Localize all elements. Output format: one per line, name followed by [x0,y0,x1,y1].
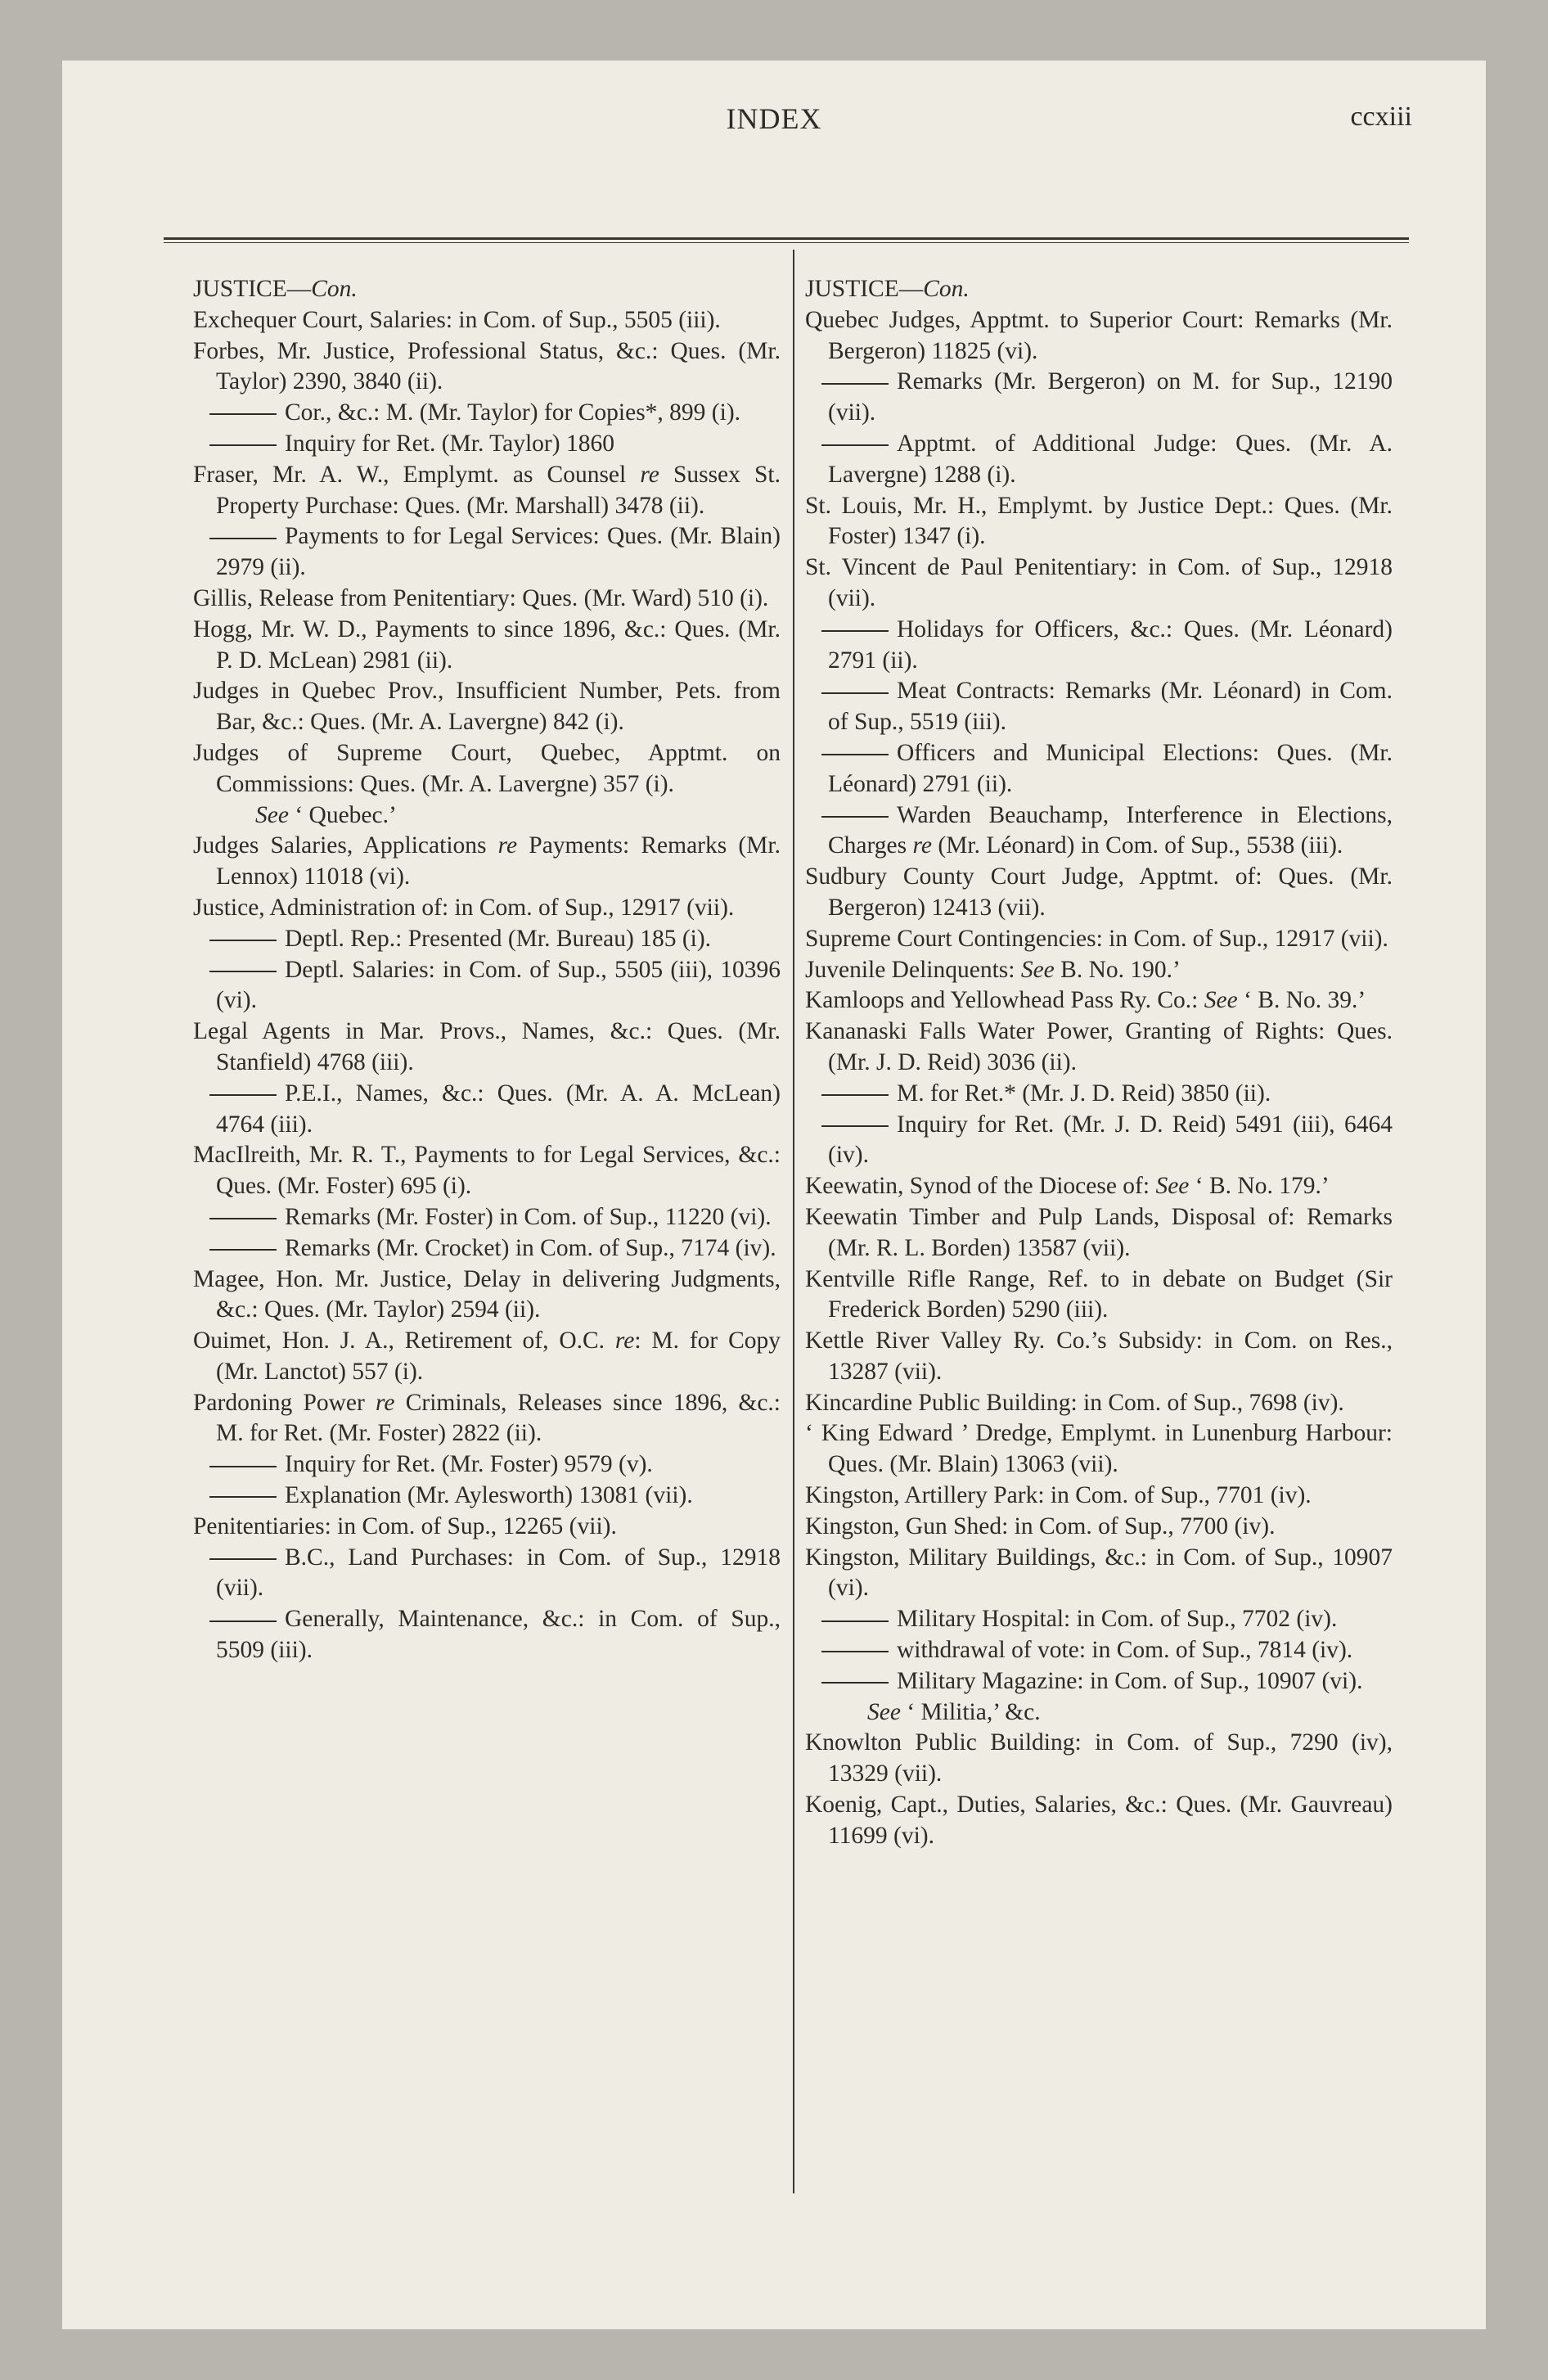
entry-text: P.E.I., Names, &c.: Ques. (Mr. A. A. McLean) 4764 (iii). [216,1080,781,1138]
index-entry [193,893,781,924]
entry-text: Deptl. Salaries: in Com. of Sup., 5505 (iii), 10396 (vi). [216,956,781,1014]
index-subentry [805,1110,1393,1172]
index-subentry [193,1481,781,1512]
index-entry [193,738,781,800]
index-subentry [805,1604,1393,1635]
index-entry [193,584,781,615]
entry-text: Kingston, Artillery Park: in Com. of Sup., 7701 (iv). [805,1482,1312,1509]
index-subentry [193,1449,781,1481]
entry-text: Judges in Quebec Prov., Insufficient Number, Pets. from Bar, &c.: Ques. (Mr. A. Lavergne) 842 (i). [193,678,781,736]
index-entry [805,1326,1393,1388]
entry-text: MacIlreith, Mr. R. T., Payments to for Legal Services, &c.: Ques. (Mr. Foster) 695 (i). [193,1142,781,1200]
index-subentry [193,924,781,955]
ditto-dash [821,816,889,818]
column-divider [793,250,794,2193]
index-entry [805,552,1393,615]
index-subentry [805,738,1393,800]
entry-text: See ‘ Militia,’ &c. [867,1698,1041,1725]
index-subentry [805,800,1393,863]
index-entry [193,831,781,893]
entry-text: See ‘ Quebec.’ [255,801,397,828]
entry-text: Keewatin Timber and Pulp Lands, Disposal of: Remarks (Mr. R. L. Borden) 13587 (vii). [805,1203,1393,1261]
index-subentry [805,615,1393,677]
ditto-dash [209,1249,277,1251]
entry-text: Sudbury County Court Judge, Apptmt. of: Ques. (Mr. Bergeron) 12413 (vii). [805,863,1393,921]
index-entry [805,1202,1393,1264]
index-subentry [805,429,1393,491]
index-entry [193,676,781,738]
index-entry [805,1264,1393,1327]
header-rule [164,237,1409,240]
ditto-dash [821,630,889,632]
entry-text: Kettle River Valley Ry. Co.’s Subsidy: in Com. on Res., 13287 (vii). [805,1327,1393,1385]
right-column [805,274,1393,1852]
index-entry [805,491,1393,553]
ditto-dash [209,1094,277,1096]
entry-text: Kincardine Public Building: in Com. of Sup., 7698 (iv). [805,1389,1344,1416]
ditto-dash [209,413,277,415]
see-reference [805,1697,1393,1729]
section-heading [805,274,1393,305]
entry-text: Military Hospital: in Com. of Sup., 7702 (iv). [897,1606,1338,1633]
entry-text: Knowlton Public Building: in Com. of Sup., 7290 (iv), 13329 (vii). [805,1729,1393,1787]
index-entry [193,1512,781,1543]
entry-text: Kamloops and Yellowhead Pass Ry. Co.: See ‘ B. No. 39.’ [805,987,1366,1014]
left-column [193,274,781,1666]
ditto-dash [209,538,277,539]
entry-text: JUSTICE—Con. [193,276,358,302]
see-reference [193,800,781,832]
ditto-dash [209,444,277,446]
entry-text: Kananaski Falls Water Power, Granting of Rights: Ques. (Mr. J. D. Reid) 3036 (ii). [805,1018,1393,1075]
entry-text: Quebec Judges, Apptmt. to Superior Court: Remarks (Mr. Bergeron) 11825 (vi). [805,306,1393,364]
index-subentry [193,1233,781,1264]
index-entry [805,1418,1393,1481]
index-entry [805,924,1393,955]
entry-text: Judges of Supreme Court, Quebec, Apptmt. on Commissions: Ques. (Mr. A. Lavergne) 357 (i). [193,739,781,797]
entry-text: Inquiry for Ret. (Mr. J. D. Reid) 5491 (iii), 6464 (iv). [828,1111,1393,1169]
entry-text: Magee, Hon. Mr. Justice, Delay in delivering Judgments, &c.: Ques. (Mr. Taylor) 2594 (ii). [193,1265,781,1323]
entry-text: Ouimet, Hon. J. A., Retirement of, O.C. re: M. for Copy (Mr. Lanctot) 557 (i). [193,1327,781,1385]
index-entry [805,1388,1393,1419]
header-rule-thin [164,242,1409,243]
entry-text: Penitentiaries: in Com. of Sup., 12265 (vii). [193,1512,617,1539]
entry-text: Officers and Municipal Elections: Ques. (Mr. Léonard) 2791 (ii). [828,739,1393,797]
ditto-dash [821,383,889,385]
page-number: ccxiii [1350,101,1412,132]
entry-text: Gillis, Release from Penitentiary: Ques. (Mr. Ward) 510 (i). [193,584,769,611]
entry-text: Kingston, Gun Shed: in Com. of Sup., 7700 (iv). [805,1512,1276,1539]
entry-text: Fraser, Mr. A. W., Emplymt. as Counsel re Sussex St. Property Purchase: Ques. (Mr. Marshall) 3478 (ii). [193,461,781,519]
index-entry [805,1016,1393,1079]
entry-text: Military Magazine: in Com. of Sup., 10907 (vi). [897,1667,1363,1694]
entry-text: Juvenile Delinquents: See B. No. 190.’ [805,956,1181,983]
entry-text: Remarks (Mr. Foster) in Com. of Sup., 11220 (vi). [285,1203,772,1230]
index-subentry [193,1543,781,1605]
ditto-dash [209,1218,277,1219]
entry-text: Supreme Court Contingencies: in Com. of Sup., 12917 (vii). [805,925,1388,952]
entry-text: Keewatin, Synod of the Diocese of: See ‘ B. No. 179.’ [805,1173,1330,1200]
entry-text: Judges Salaries, Applications re Payments: Remarks (Mr. Lennox) 11018 (vi). [193,832,781,890]
entry-text: Hogg, Mr. W. D., Payments to since 1896, &c.: Ques. (Mr. P. D. McLean) 2981 (ii). [193,615,781,674]
entry-text: Remarks (Mr. Crocket) in Com. of Sup., 7174 (iv). [285,1234,776,1261]
ditto-dash [821,1620,889,1622]
ditto-dash [821,692,889,694]
entry-text: Apptmt. of Additional Judge: Ques. (Mr. A. Lavergne) 1288 (i). [828,430,1393,488]
ditto-dash [209,1496,277,1498]
index-subentry [193,1079,781,1141]
ditto-dash [209,1558,277,1560]
entry-text: JUSTICE—Con. [805,276,970,302]
ditto-dash [209,940,277,941]
entry-text: Generally, Maintenance, &c.: in Com. of Sup., 5509 (iii). [216,1606,781,1664]
index-entry [193,615,781,677]
entry-text: B.C., Land Purchases: in Com. of Sup., 12918 (vii). [216,1544,781,1602]
index-subentry [193,398,781,429]
index-entry [193,1140,781,1202]
index-entry [193,1016,781,1079]
entry-text: Exchequer Court, Salaries: in Com. of Sup., 5505 (iii). [193,306,721,333]
index-entry [805,1728,1393,1790]
index-subentry [805,1079,1393,1110]
entry-text: Cor., &c.: M. (Mr. Taylor) for Copies*, 899 (i). [285,399,741,426]
index-subentry [805,367,1393,429]
index-subentry [193,955,781,1017]
ditto-dash [821,754,889,755]
index-entry [193,1388,781,1450]
entry-text: Inquiry for Ret. (Mr. Foster) 9579 (v). [285,1451,653,1478]
entry-text: Holidays for Officers, &c.: Ques. (Mr. Léonard) 2791 (ii). [828,615,1393,674]
index-entry [805,1512,1393,1543]
entry-text: Inquiry for Ret. (Mr. Taylor) 1860 [285,430,614,457]
entry-text: ‘ King Edward ’ Dredge, Emplymt. in Lunenburg Harbour: Ques. (Mr. Blain) 13063 (vii). [805,1420,1393,1478]
index-entry [805,862,1393,924]
ditto-dash [821,1651,889,1652]
ditto-dash [209,971,277,972]
index-subentry [193,429,781,460]
index-entry [193,1326,781,1388]
page-title: INDEX [726,102,822,135]
index-entry [805,1171,1393,1202]
entry-text: Pardoning Power re Criminals, Releases since 1896, &c.: M. for Ret. (Mr. Foster) 2822 (ii). [193,1389,781,1447]
ditto-dash [209,1466,277,1467]
ditto-dash [821,1682,889,1684]
index-entry [193,460,781,522]
entry-text: Forbes, Mr. Justice, Professional Status, &c.: Ques. (Mr. Taylor) 2390, 3840 (ii). [193,337,781,395]
entry-text: Remarks (Mr. Bergeron) on M. for Sup., 12190 (vii). [828,368,1393,426]
index-entry [193,336,781,399]
entry-text: Justice, Administration of: in Com. of Sup., 12917 (vii). [193,894,735,921]
entry-text: St. Vincent de Paul Penitentiary: in Com. of Sup., 12918 (vii). [805,554,1393,611]
running-head [0,101,1548,142]
index-subentry [805,1635,1393,1666]
entry-text: Kentville Rifle Range, Ref. to in debate on Budget (Sir Frederick Borden) 5290 (iii). [805,1265,1393,1323]
entry-text: Warden Beauchamp, Interference in Elections, Charges re (Mr. Léonard) in Com. of Sup., 5538 (iii). [828,801,1393,859]
ditto-dash [821,1125,889,1127]
index-entry [805,1543,1393,1605]
entry-text: Legal Agents in Mar. Provs., Names, &c.: Ques. (Mr. Stanfield) 4768 (iii). [193,1018,781,1075]
ditto-dash [821,1094,889,1096]
index-entry [805,955,1393,986]
index-entry [193,305,781,336]
index-subentry [193,521,781,584]
entry-text: withdrawal of vote: in Com. of Sup., 7814 (iv). [897,1637,1353,1664]
ditto-dash [821,444,889,446]
index-entry [805,985,1393,1016]
ditto-dash [209,1620,277,1622]
entry-text: M. for Ret.* (Mr. J. D. Reid) 3850 (ii). [897,1080,1271,1107]
entry-text: Payments to for Legal Services: Ques. (Mr. Blain) 2979 (ii). [216,523,781,581]
index-entry [805,305,1393,367]
entry-text: Explanation (Mr. Aylesworth) 13081 (vii). [285,1482,693,1509]
index-subentry [193,1202,781,1233]
entry-text: St. Louis, Mr. H., Emplymt. by Justice Dept.: Ques. (Mr. Foster) 1347 (i). [805,492,1393,550]
index-subentry [193,1604,781,1666]
index-entry [805,1790,1393,1852]
index-subentry [805,1666,1393,1697]
section-heading [193,274,781,305]
index-subentry [805,676,1393,738]
entry-text: Deptl. Rep.: Presented (Mr. Bureau) 185 (i). [285,925,712,952]
index-entry [805,1481,1393,1512]
entry-text: Kingston, Military Buildings, &c.: in Com. of Sup., 10907 (vi). [805,1544,1393,1602]
entry-text: Koenig, Capt., Duties, Salaries, &c.: Ques. (Mr. Gauvreau) 11699 (vi). [805,1792,1393,1849]
entry-text: Meat Contracts: Remarks (Mr. Léonard) in Com. of Sup., 5519 (iii). [828,678,1393,736]
index-entry [193,1264,781,1327]
